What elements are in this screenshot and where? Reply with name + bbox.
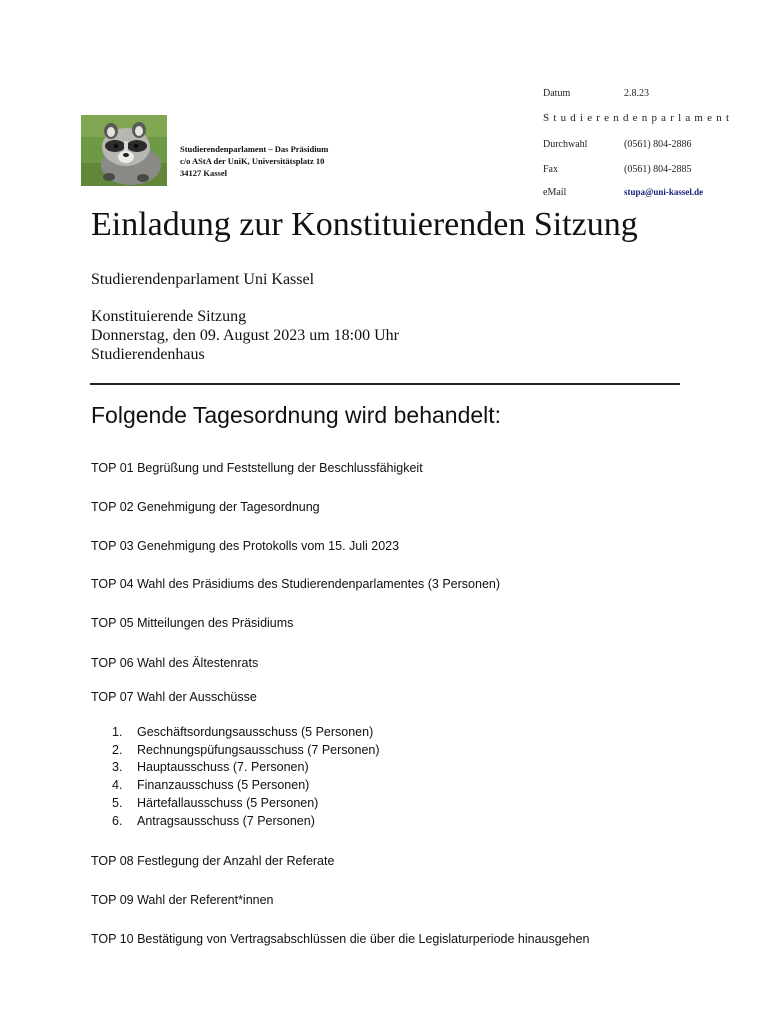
datum-value: 2.8.23 [624, 88, 649, 99]
durchwahl-label: Durchwahl [543, 139, 588, 150]
agenda-item: TOP 06 Wahl des Ältestenrats [91, 656, 259, 670]
list-number: 2. [112, 742, 123, 757]
address-line: 34127 Kassel [180, 168, 227, 178]
list-number: 1. [112, 725, 123, 739]
fax-value: (0561) 804-2885 [624, 164, 692, 175]
raccoon-logo-photo [81, 115, 167, 186]
committee-list [112, 724, 380, 830]
list-number: 6. [112, 813, 123, 828]
raccoon-icon [81, 115, 167, 186]
document-title: Einladung zur Konstituierenden Sitzung [91, 206, 638, 243]
committee-label: Rechnungspüfungsausschuss (7 Personen) [137, 742, 380, 757]
list-item [112, 724, 380, 742]
agenda-item: TOP 09 Wahl der Referent*innen [91, 893, 274, 907]
agenda-item: TOP 04 Wahl des Präsidiums des Studierendenparlamentes (3 Personen) [91, 577, 501, 591]
list-item [112, 742, 380, 760]
list-number: 5. [112, 795, 123, 810]
agenda-item: TOP 02 Genehmigung der Tagesordnung [91, 500, 320, 514]
list-number: 3. [112, 760, 123, 775]
meeting-info [91, 307, 399, 364]
committee-label: Härtefallausschuss (5 Personen) [137, 795, 319, 810]
list-item [112, 813, 380, 831]
meeting-line: Donnerstag, den 09. August 2023 um 18:00 Uhr [91, 327, 399, 344]
durchwahl-value: (0561) 804-2886 [624, 139, 692, 150]
committee-label: Hauptausschuss (7. Personen) [137, 760, 309, 775]
divider [90, 383, 680, 385]
committee-label: Finanzausschuss (5 Personen) [137, 778, 310, 793]
org-name-spaced: Studierendenparlament [543, 112, 734, 124]
list-item [112, 759, 380, 777]
org-line: Studierendenparlament Uni Kassel [91, 271, 315, 288]
email-label: eMail [543, 187, 567, 198]
agenda-item: TOP 03 Genehmigung des Protokolls vom 15. Juli 2023 [91, 539, 400, 553]
agenda-item: TOP 05 Mitteilungen des Präsidiums [91, 616, 294, 630]
committee-label: Antragsausschuss (7 Personen) [137, 813, 315, 828]
agenda-item: TOP 10 Bestätigung von Vertragsabschlüssen die über die Legislaturperiode hinausgehen [91, 932, 590, 946]
agenda-item: TOP 08 Festlegung der Anzahl der Referate [91, 854, 335, 868]
committee-label: Geschäftsordungsausschuss (5 Personen) [137, 725, 374, 739]
agenda-heading: Folgende Tagesordnung wird behandelt: [91, 402, 502, 428]
list-item [112, 777, 380, 795]
meeting-line: Studierendenhaus [91, 346, 205, 363]
list-item [112, 795, 380, 813]
datum-label: Datum [543, 88, 571, 99]
sender-address [180, 143, 328, 179]
meeting-line: Konstituierende Sitzung [91, 308, 247, 325]
address-line: c/o AStA der UniK, Universitätsplatz 10 [180, 156, 325, 166]
email-link[interactable]: stupa@uni-kassel.de [624, 187, 704, 197]
agenda-item: TOP 01 Begrüßung und Feststellung der Beschlussfähigkeit [91, 461, 423, 475]
agenda-item: TOP 07 Wahl der Ausschüsse [91, 690, 257, 704]
list-number: 4. [112, 778, 123, 793]
address-line: Studierendenparlament – Das Präsidium [180, 144, 329, 154]
fax-label: Fax [543, 164, 558, 175]
